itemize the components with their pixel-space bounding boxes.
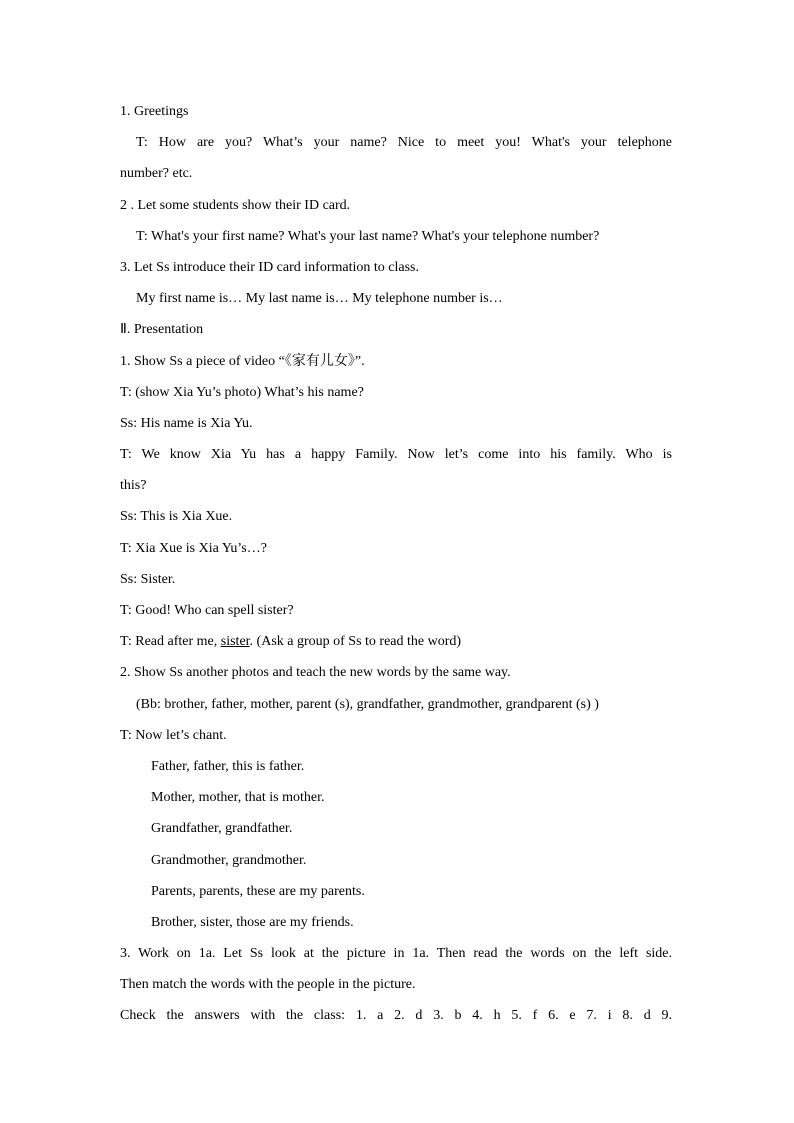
section-heading: Ⅱ. Presentation (120, 322, 204, 338)
step-introduce: 3. Let Ss introduce their ID card information to class. (120, 259, 419, 275)
students-line: Ss: Sister. (120, 571, 176, 587)
step-id-card: 2 . Let some students show their ID card. (120, 197, 351, 213)
step-work-1a-cont: Then match the words with the people in the picture. (120, 977, 416, 993)
blackboard-words: (Bb: brother, father, mother, parent (s), grandfather, grandmother, grandparent (s) ) (136, 696, 599, 712)
example-line: My first name is… My last name is… My telephone number is… (136, 291, 503, 307)
step-video: 1. Show Ss a piece of video “《家有儿女》”. (120, 353, 365, 369)
teacher-line: T: How are you? What’s your name? Nice to meet you! What's your telephone (136, 135, 672, 151)
step-photos: 2. Show Ss another photos and teach the new words by the same way. (120, 665, 511, 681)
students-line: Ss: This is Xia Xue. (120, 509, 233, 525)
teacher-read-line (120, 626, 672, 657)
teacher-line-cont: this? (120, 478, 147, 494)
read-suffix: . (Ask a group of Ss to read the word) (249, 634, 462, 650)
document-page (120, 96, 672, 1032)
chant-line: Mother, mother, that is mother. (151, 790, 325, 806)
teacher-line: T: Good! Who can spell sister? (120, 603, 294, 618)
underlined-word: sister (220, 634, 250, 650)
chant-line: Grandmother, grandmother. (151, 852, 307, 868)
teacher-line: T: Now let’s chant. (120, 727, 227, 743)
chant-line: Father, father, this is father. (151, 758, 305, 774)
teacher-line: T: What's your first name? What's your last name? What's your telephone number? (136, 228, 600, 244)
step-greetings: 1. Greetings (120, 104, 189, 119)
read-prefix: T: Read after me, (120, 634, 221, 650)
students-line: Ss: His name is Xia Yu. (120, 415, 253, 431)
teacher-line-cont: number? etc. (120, 166, 193, 182)
step-work-1a: 3. Work on 1a. Let Ss look at the picture in 1a. Then read the words on the left side. (120, 946, 672, 962)
chant-line: Grandfather, grandfather. (151, 821, 293, 837)
teacher-line: T: We know Xia Yu has a happy Family. Now let’s come into his family. Who is (120, 447, 672, 463)
teacher-line: T: Xia Xue is Xia Yu’s…? (120, 540, 267, 556)
chant-line: Brother, sister, those are my friends. (151, 914, 354, 930)
chant-line: Parents, parents, these are my parents. (151, 883, 365, 899)
teacher-line: T: (show Xia Yu’s photo) What’s his name? (120, 384, 364, 400)
answers-line: Check the answers with the class: 1. a 2. d 3. b 4. h 5. f 6. e 7. i 8. d 9. (120, 1008, 672, 1024)
